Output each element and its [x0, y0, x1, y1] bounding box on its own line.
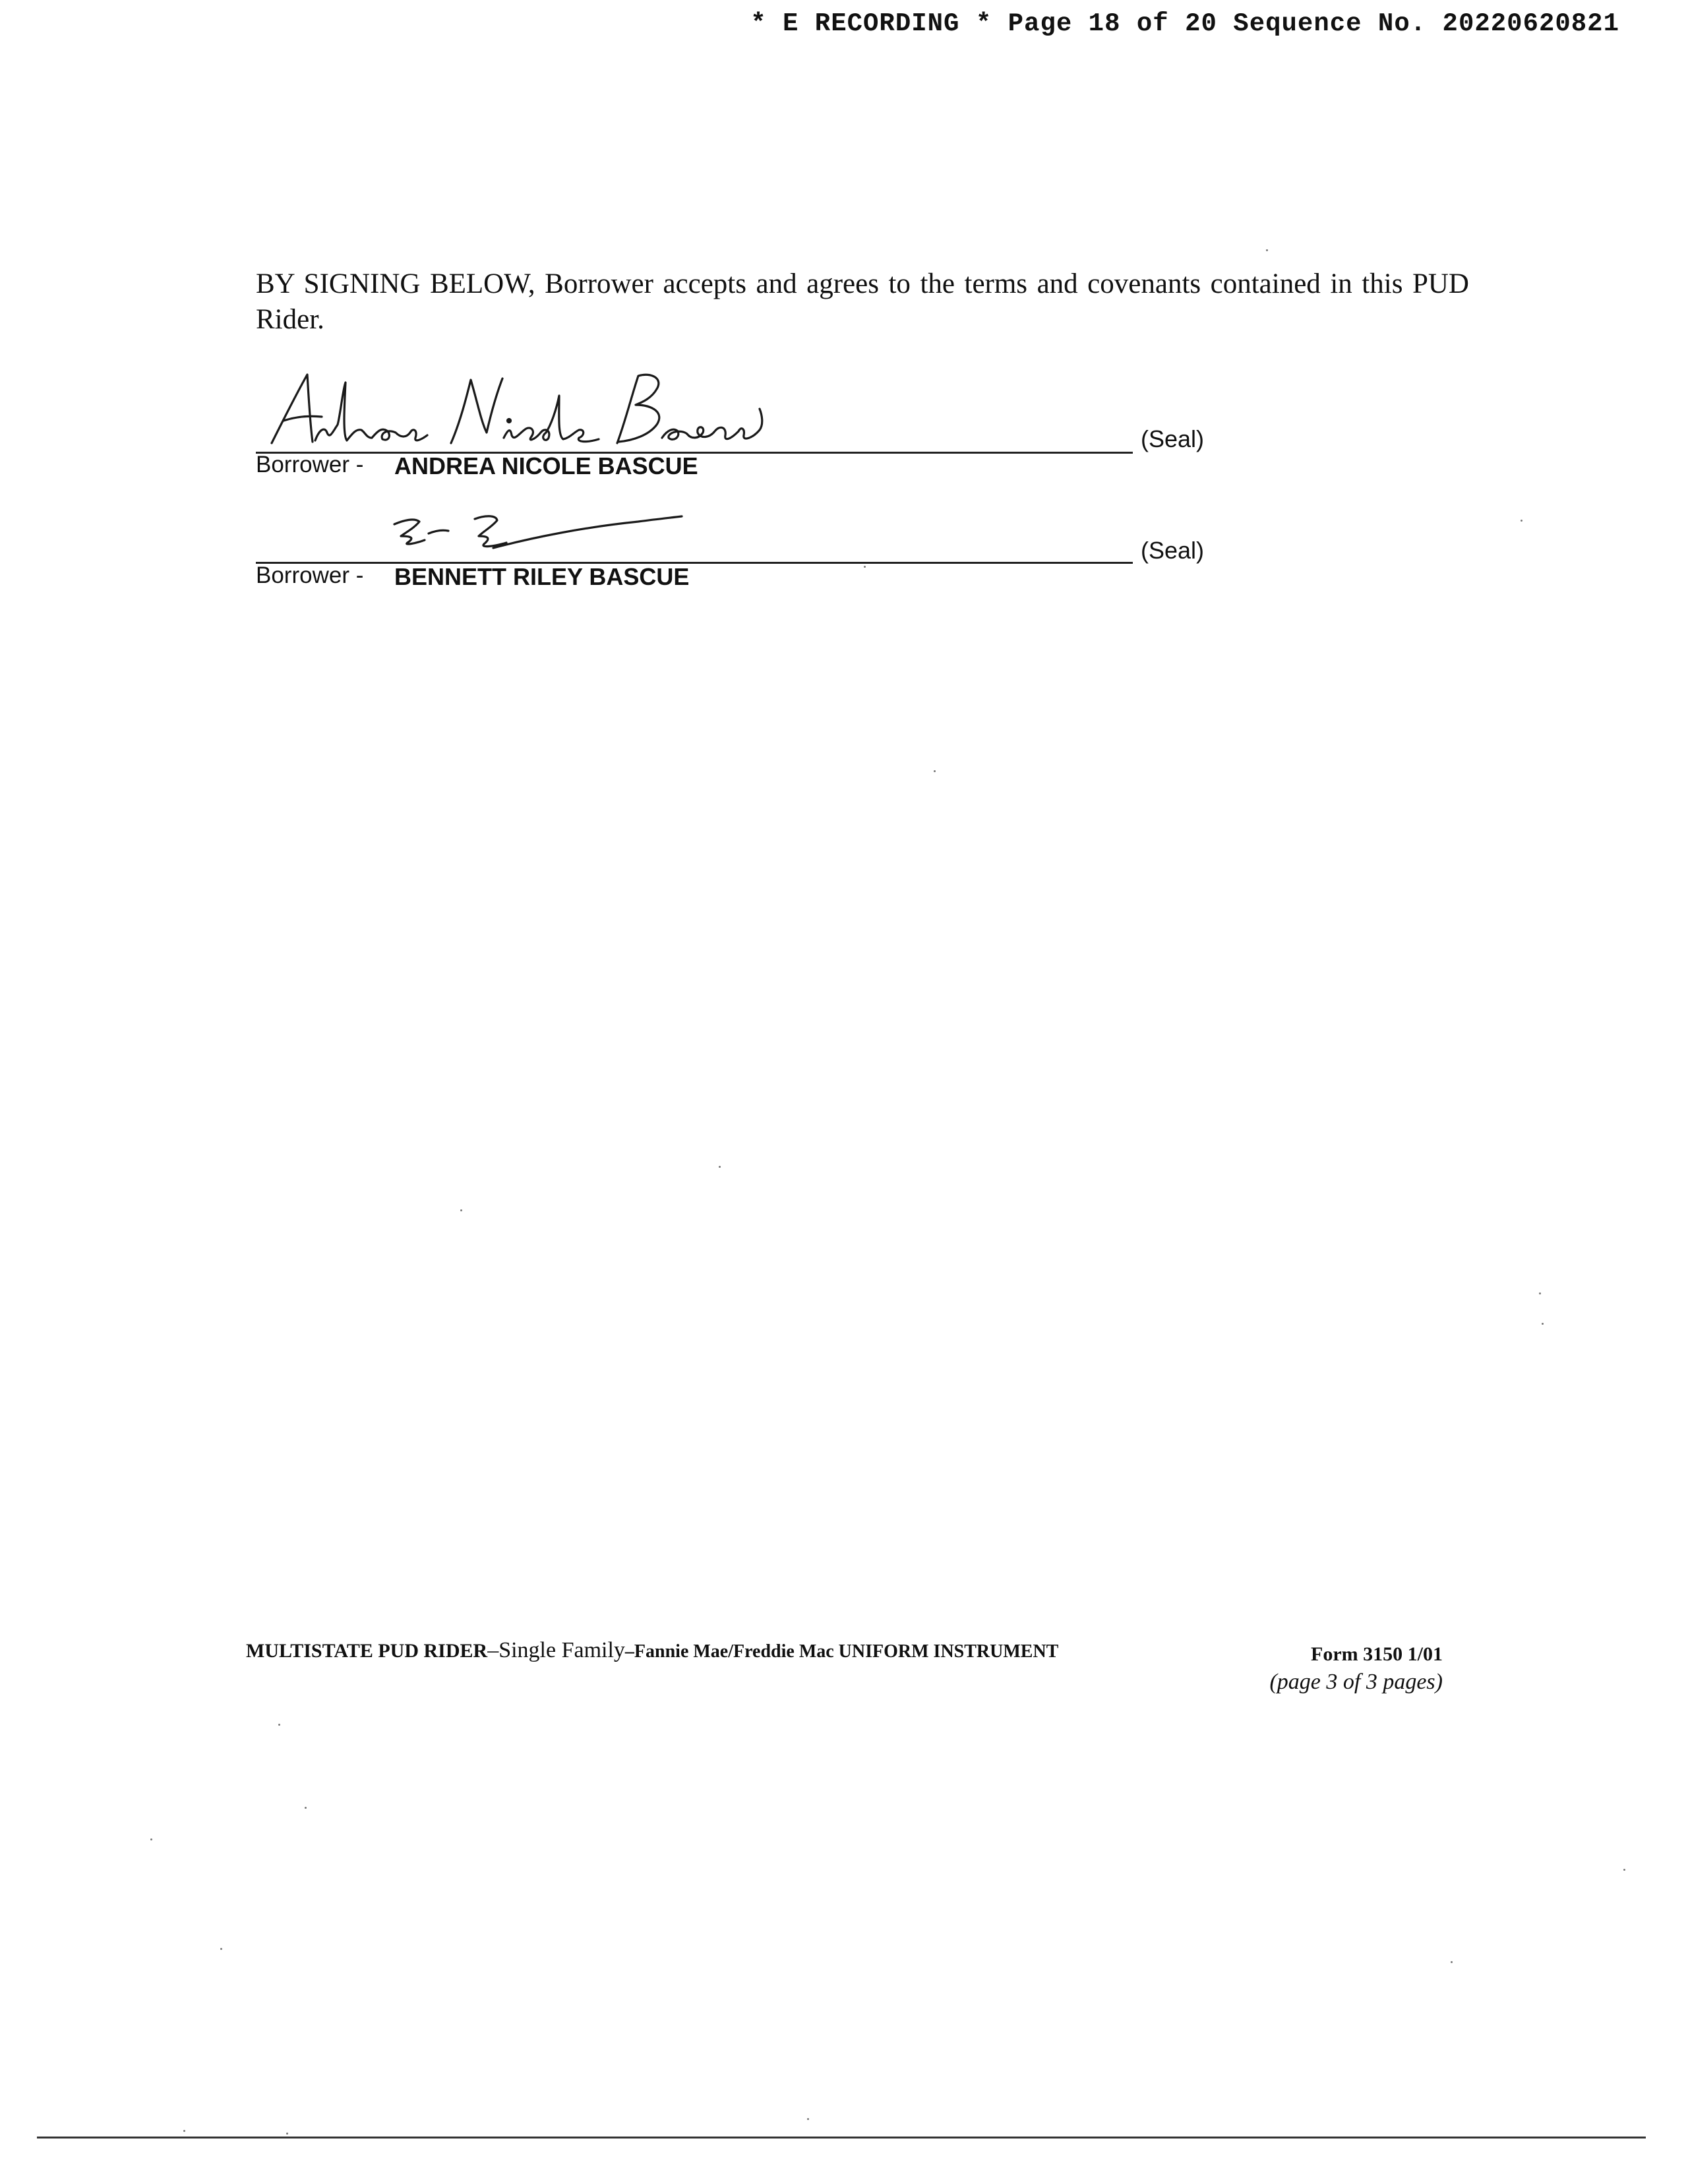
scan-speck: [150, 1838, 152, 1840]
scan-speck: [1623, 1869, 1625, 1871]
acceptance-statement-continued: [256, 305, 1469, 365]
acceptance-statement-line1: BY SIGNING BELOW, Borrower accepts and agrees to the terms and covenants contained in this PUD: [256, 268, 1469, 299]
scan-speck: [864, 566, 866, 568]
scan-speck: [1539, 1292, 1541, 1294]
signature-block-borrower-2: [256, 511, 1212, 603]
bottom-scan-edge: [37, 2137, 1646, 2138]
form-number: Form 3150 1/01: [1311, 1643, 1443, 1665]
page-indicator: (page 3 of 3 pages): [1269, 1670, 1443, 1694]
seal-label-2: (Seal): [1141, 537, 1205, 564]
scan-speck: [220, 1948, 222, 1950]
scan-speck: [305, 1807, 307, 1809]
seal-label-1: (Seal): [1141, 425, 1205, 452]
borrower-label-2: Borrower -: [256, 562, 364, 588]
handwritten-signature-bennett: [388, 511, 717, 564]
scan-speck: [183, 2130, 185, 2132]
signature-block-borrower-1: [256, 369, 1212, 479]
form-title-bold: MULTISTATE PUD RIDER: [246, 1640, 488, 1662]
scan-speck: [719, 1166, 721, 1168]
acceptance-statement-line2: Rider.: [256, 304, 324, 335]
handwritten-signature-andrea: [269, 369, 770, 455]
scan-speck: [807, 2118, 809, 2120]
signature-line-2: [256, 562, 1133, 564]
scan-speck: [286, 2133, 288, 2135]
form-info: [1269, 1641, 1443, 1696]
recording-header: * E RECORDING * Page 18 of 20 Sequence No. 20220620821: [750, 9, 1619, 38]
scan-speck: [934, 770, 936, 772]
form-title: [246, 1638, 1058, 1663]
borrower-name-1: ANDREA NICOLE BASCUE: [394, 452, 698, 479]
scan-speck: [278, 1724, 280, 1726]
scan-speck: [1542, 1323, 1544, 1325]
scan-speck: [1521, 520, 1522, 522]
borrower-name-2: BENNETT RILEY BASCUE: [394, 563, 690, 590]
borrower-label-1: Borrower -: [256, 452, 364, 477]
form-title-plain: –Single Family: [487, 1638, 625, 1662]
scan-speck: [460, 1209, 462, 1211]
scan-speck: [1266, 249, 1268, 251]
scan-speck: [1451, 1961, 1453, 1963]
form-title-instrument: –Fannie Mae/Freddie Mac UNIFORM INSTRUMENT: [624, 1641, 1059, 1662]
